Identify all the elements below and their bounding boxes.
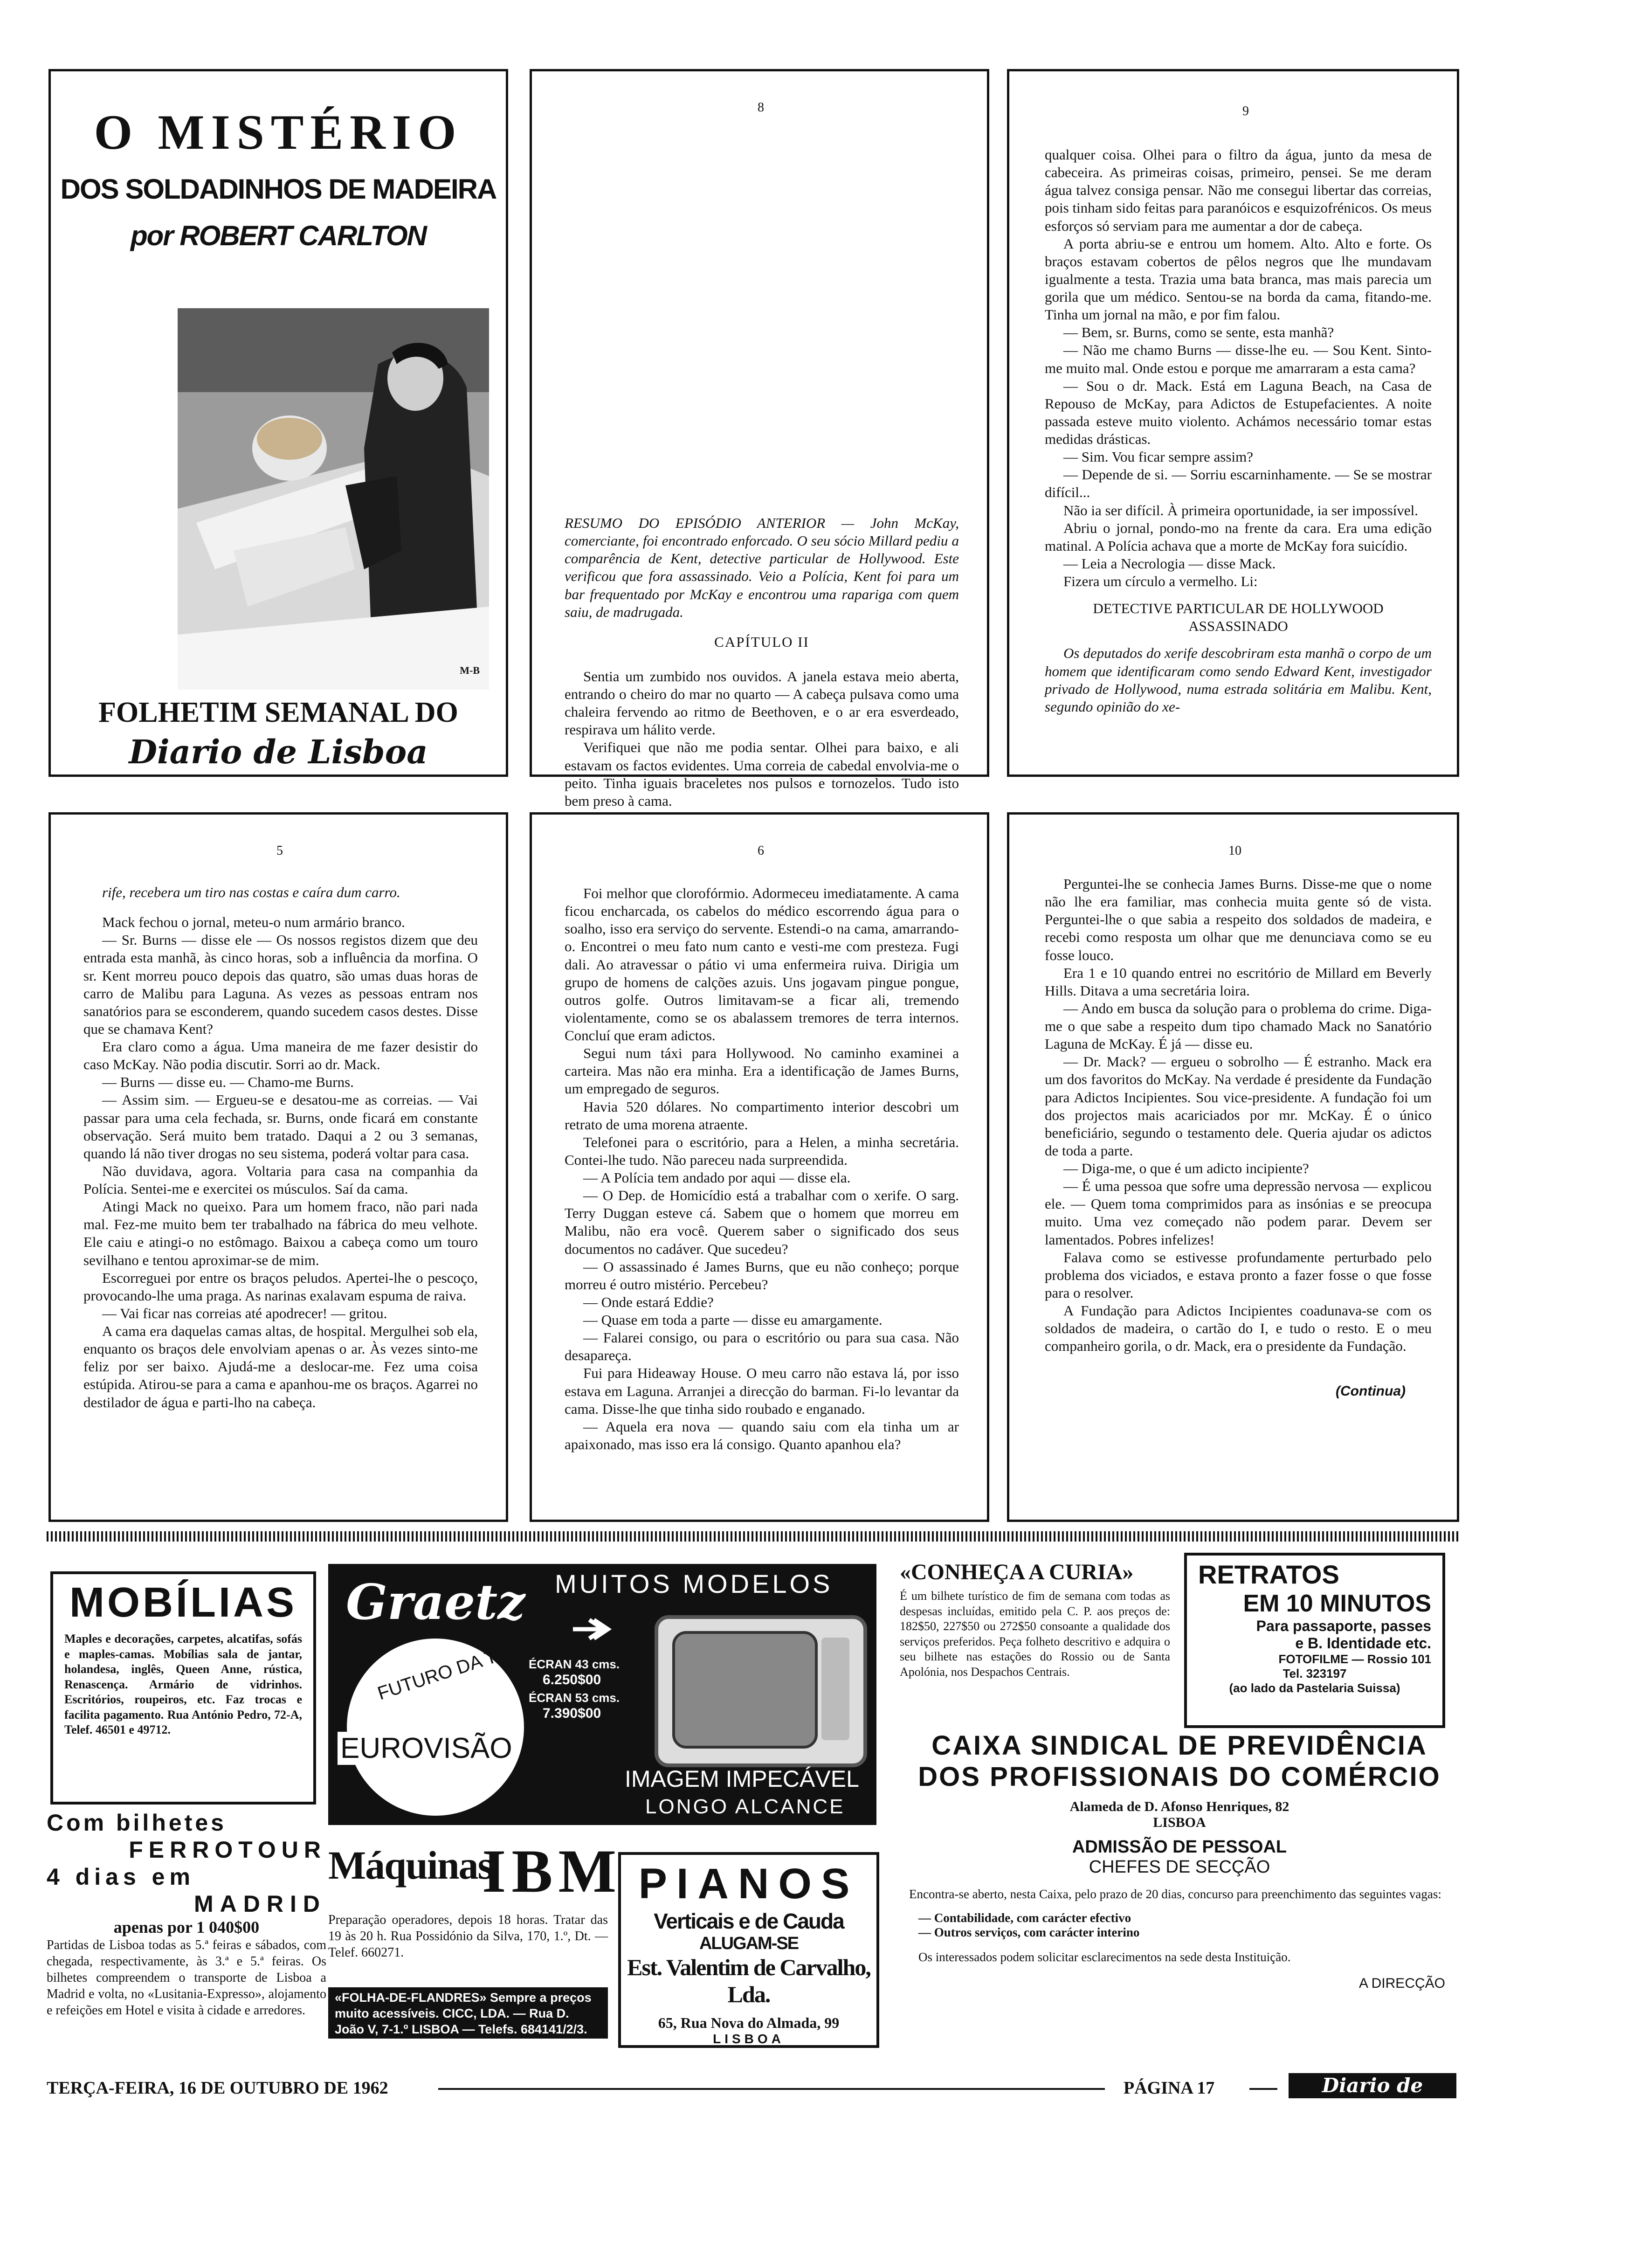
serial-title: O MISTÉRIO — [94, 105, 463, 159]
caixa-sub: CHEFES DE SECÇÃO — [1089, 1857, 1270, 1877]
page-number: 8 — [758, 100, 764, 115]
page-number: 5 — [276, 844, 283, 858]
caixa-item2: — Outros serviços, com carácter interino — [918, 1925, 1140, 1939]
ornamental-rule — [47, 1531, 1459, 1542]
caixa-text2: Os interessados podem solicitar esclarecimentos na sede desta Instituição. — [918, 1950, 1291, 1964]
graetz-future: FUTURO DA T.V. — [375, 1640, 517, 1704]
paragraph: Fui para Hideaway House. O meu carro não estava lá, por isso estava em Laguna. Arranjei a direcção do barman. Fi-lo levantar da cama. Disse-lhe que tinha sido roubado e enganado. — [565, 1365, 959, 1417]
caixa-heading: ADMISSÃO DE PESSOAL — [1072, 1837, 1287, 1857]
paragraph: — Falarei consigo, ou para o escritório ou para sua casa. Não desapareça. — [565, 1329, 959, 1364]
graetz-price1: 6.250$00 — [543, 1672, 601, 1687]
paragraph: — Sr. Burns — disse ele — Os nossos registos dizem que deu entrada esta manhã, às cinco horas, sob a influência da morfina. O sr. Kent morreu pouco depois das quatro, são umas duas horas de carro de Malibu para Laguna. As vezes as pessoas entram nos sanatórios para se esconderem, quando sucedem casos destes. Disse que se chamava Kent? — [83, 932, 478, 1037]
pianos-line5: LISBOA — [713, 2032, 785, 2046]
caixa-title1: CAIXA SINDICAL DE PREVIDÊNCIA — [931, 1730, 1427, 1761]
paragraph: Escorreguei por entre os braços peludos. Apertei-lhe o pescoço, provocando-lhe uma praga. As narinas exalavam espuma de raiva. — [83, 1269, 478, 1304]
pianos-title: PIANOS — [638, 1860, 859, 1908]
paragraph: Mack fechou o jornal, meteu-o num armário branco. — [102, 914, 405, 931]
paragraph: — Dr. Mack? — ergueu o sobrolho — É estranho. Mack era um dos favoritos do McKay. Na verdade é presidente da Fundação para Adictos Incipientes. Sou vice-presidente. A fundação foi um dos projectos mais acariciados por mr. McKay. É o único beneficiário, segundo o testamento dele. Queria ajudar os adictos de toda a parte. — [1045, 1053, 1432, 1159]
retratos-ad — [1184, 1553, 1445, 1728]
paragraph: Verifiquei que não me podia sentar. Olhei para baixo, e ali estavam os factos evidentes. Uma correia de cabedal envolvia-me o peito. Tinha iguais braceletes nos pulsos e tornozelos. Tudo isto bem preso à cama. — [565, 739, 959, 809]
pianos-line1: Verticais e de Cauda — [654, 1909, 844, 1933]
page-number: 6 — [758, 844, 764, 858]
pianos-ad — [618, 1852, 879, 2048]
graetz-logo: Graetz — [346, 1573, 525, 1631]
paragraph: A porta abriu-se e entrou um homem. Alto. Alto e forte. Os braços estavam cobertos de pêlos negros que lhe mundavam igualmente a testa. Trazia uma bata branca, mas mais parecia um gorila que um médico. Sentou-se na borda da cama, fitando-me. Tinha um jornal na mão, e por fim falou. — [1045, 235, 1432, 323]
paragraph: — Vai ficar nas correias até apodrecer! — gritou. — [102, 1305, 387, 1321]
pianos-line3: Est. Valentim de Carvalho, Lda. — [627, 1954, 870, 2007]
diario-masthead: Diario de Lisboa — [129, 733, 428, 771]
graetz-ecran1: ÉCRAN 43 cms. — [529, 1657, 620, 1671]
paragraph: — Onde estará Eddie? — [583, 1293, 714, 1310]
paragraph: Era 1 e 10 quando entrei no escritório de Millard em Beverly Hills. Ditava a uma secretária loira. — [1045, 964, 1432, 999]
page10-panel — [1007, 812, 1459, 1522]
mobilias-title: MOBÍLIAS — [69, 1579, 297, 1626]
ferrotour-line1: Com bilhetes — [47, 1810, 227, 1836]
ferrotour-line3: 4 dias em — [47, 1864, 195, 1890]
graetz-eurovision: EUROVISÃO — [338, 1732, 515, 1765]
graetz-quality: IMAGEM IMPECÁVEL — [625, 1766, 859, 1792]
continua-label: (Continua) — [1336, 1383, 1406, 1399]
caixa-address: Alameda de D. Afonso Henriques, 82 — [1069, 1799, 1289, 1814]
page10-text — [1045, 875, 1432, 1355]
footer-masthead: Diario de Lisboa — [1289, 2073, 1456, 2098]
serial-subtitle: DOS SOLDADINHOS DE MADEIRA — [60, 173, 496, 205]
curia-ad — [900, 1559, 1170, 1746]
caixa-title2: DOS PROFISSIONAIS DO COMÉRCIO — [918, 1762, 1441, 1792]
page9-panel — [1007, 69, 1459, 777]
retratos-line2: EM 10 MINUTOS — [1243, 1590, 1431, 1617]
paragraph: — Burns — disse eu. — Chamo-me Burns. — [102, 1074, 354, 1091]
retratos-line4: e B. Identidade etc. — [1295, 1635, 1431, 1652]
page6-panel — [530, 812, 989, 1522]
ibm-ad — [328, 1837, 622, 2010]
paragraph: Não ia ser difícil. À primeira oportunidade, ia ser impossível. — [1063, 502, 1419, 519]
ferrotour-text: Partidas de Lisboa todas as 5.ª feiras e sábados, com chegada, respectivamente, às 3.ª e 5.ª feiras. Os bilhetes compreendem o transporte de Lisboa a Madrid e volta, no «Lusitania-Expresso», alojamento e refeições em Hotel e visita à cidade e arredores. — [47, 1938, 326, 2018]
paragraph: Perguntei-lhe se conhecia James Burns. Disse-me que o nome não lhe era familiar, mas conhecia muita gente só de vista. Perguntei-lhe o que sabia a respeito dos soldados de madeira, e recebi como resposta um olhar que me denunciava como se eu fosse louco. — [1045, 876, 1432, 963]
caixa-text: Encontra-se aberto, nesta Caixa, pelo prazo de 20 dias, concurso para preenchimento das seguintes vagas: — [909, 1887, 1441, 1901]
graetz-ecran2: ÉCRAN 53 cms. — [529, 1691, 620, 1705]
caixa-item1: — Contabilidade, com carácter efectivo — [918, 1910, 1131, 1925]
page-number: 9 — [1242, 104, 1249, 118]
paragraph: Segui num táxi para Hollywood. No caminho examinei a carteira. Mas não era minha. Era a identificação de James Burns, um empregado de seguros. — [565, 1045, 959, 1097]
paragraph: A Fundação para Adictos Incipientes coadunava-se com os soldados de madeira, o cartão do I, e tudo o resto. E o meu companheiro gorila, o dr. Mack, era o presidente da Fundação. — [1045, 1302, 1432, 1355]
footer-page: PÁGINA 17 — [1124, 2078, 1215, 2098]
paragraph: — Ando em busca da solução para o problema do crime. Diga-me o que sabe a respeito dum tipo chamado Mack no Sanatório Laguna de McKay. É já — disse eu. — [1045, 1000, 1432, 1052]
paragraph: — Assim sim. — Ergueu-se e desatou-me as correias. — Vai passar para uma cela fechada, sr. Burns, onde ficará em constante observação. Será muito bem tratado. Daqui a 2 ou 3 semanas, quando lá não tiver drogas no seu sistema, poderá voltar para casa. — [83, 1092, 478, 1162]
paragraph: — A Polícia tem andado por aqui — disse ela. — [583, 1169, 851, 1186]
cover-panel — [48, 69, 508, 777]
mobilias-text: Maples e decorações, carpetes, alcatifas, sofás e maples-camas. Mobílias sala de jantar, holandesa, inglês, Queen Anne, rústica, Renascença. Armário de vidrinhos. Escritórios, roupeiros, etc. Faz trocas e facilita pagamento. Rua António Pedro, 72-A, Telef. 46501 e 49712. — [64, 1632, 302, 1736]
paragraph: Foi melhor que clorofórmio. Adormeceu imediatamente. A cama ficou encharcada, os cabelos do médico escorrendo água para o soalho, isso era serviço do servente. Estendi-o na cama, amarrando-o. Encontrei o meu fato num canto e vesti-me com presteza. Fugi dali. Ao atravessar o pátio vi uma enfermeira ruiva. Dirigia um grupo de homens de calções azuis. Uns jogavam pingue pongue, outros golfe. Outros limitavam-se a ficar ali, tremendo violentamente, como se os abalassem tremores de terra internos. Concluí que eram adictos. — [565, 885, 959, 1044]
caixa-city: LISBOA — [1153, 1815, 1206, 1830]
mobilias-ad — [50, 1571, 316, 1805]
folha-text: «FOLHA-DE-FLANDRES» Sempre a preços muito acessíveis. CICC, LDA. — Rua D. João V, 7-1.º LISBOA — Telefs. 684141/2/3. — [335, 1991, 592, 2036]
ibm-text: Preparação operadores, depois 18 horas. Tratar das 19 às 20 h. Rua Possidónio da Silva, 170, 1.º, Dt. — Telef. 660271. — [328, 1913, 608, 1960]
tv-controls — [821, 1638, 849, 1740]
paragraph: Telefonei para o escritório, para a Helen, a minha secretária. Contei-lhe tudo. Não pareceu nada surpreendida. — [565, 1134, 959, 1168]
paragraph: — Depende de si. — Sorriu escarninhamente. — Se se mostrar difícil... — [1045, 466, 1432, 501]
graetz-ad — [328, 1564, 876, 1825]
page-number: 10 — [1228, 844, 1241, 858]
retratos-line1: RETRATOS — [1198, 1560, 1339, 1589]
paragraph: — Diga-me, o que é um adicto incipiente? — [1063, 1160, 1309, 1176]
paragraph: — Leia a Necrologia — disse Mack. — [1063, 555, 1276, 572]
paragraph: — O assassinado é James Burns, que eu não conheço; porque morreu é outro mistério. Percebeu? — [565, 1258, 959, 1293]
ferrotour-brand: FERROTOUR — [129, 1837, 326, 1863]
folhetim-line: FOLHETIM SEMANAL DO — [98, 697, 458, 728]
paragraph: A cama era daquelas camas altas, de hospital. Mergulhei sob ela, enquanto os braços dele envolviam apenas o ar. Às vezes sinto-me feliz por ser baixo. Ajudá-me a deslocar-me. Fez uma coisa estúpida. Atirou-se para a cama e apanhou-me os braços. Agarrei no destilador de água e parti-lho na cabeça. — [83, 1323, 478, 1411]
ibm-maquinas: Máquinas — [328, 1843, 493, 1888]
tv-set — [655, 1615, 867, 1767]
paragraph: Sentia um zumbido nos ouvidos. A janela estava meio aberta, entrando o cheiro do mar no quarto — A cabeça pulsava como uma chaleira fervendo ao ritmo de Beethoven, e o ar era esverdeado, respirava um hálito verde. — [565, 668, 959, 738]
footer-rule — [438, 2088, 1105, 2090]
retratos-line6: Tel. 323197 — [1282, 1666, 1347, 1680]
illustration-signature: M-B — [460, 664, 480, 676]
retratos-line7: (ao lado da Pastelaria Suissa) — [1229, 1681, 1400, 1695]
tv-screen — [672, 1631, 818, 1749]
pianos-line4: 65, Rua Nova do Almada, 99 — [658, 2014, 840, 2031]
paragraph: qualquer coisa. Olhei para o filtro da água, junto da mesa de cabeceira. As primeiras coisas, primeiro, pensei. Se me deram água talvez consiga pensar. Não me consegui libertar das correias, pois tinham sido feitas para paranóicos e esquizofrénicos. Os meus esforços só serviam para me aumentar a dor de cabeça. — [1045, 146, 1432, 234]
news-continuation: rife, recebera um tiro nas costas e caíra dum carro. — [102, 884, 400, 900]
paragraph: — O Dep. de Homicídio está a trabalhar com o xerife. O sarg. Terry Duggan esteve cá. Sabem que o homem que morreu em Malibu, não era você. Querem saber o significado dos seus documentos no cadáver. Que sucedeu? — [565, 1187, 959, 1257]
caixa-sign: A DIRECÇÃO — [1358, 1975, 1445, 1991]
graetz-range: LONGO ALCANCE — [645, 1795, 845, 1818]
paragraph: — É uma pessoa que sofre uma depressão nervosa — explicou ele. — Quem toma comprimidos para as insónias e se preocupa muito. Uma vez começado não podem parar. Devem ser lamentados. Pobres infelizes! — [1045, 1178, 1432, 1248]
paragraph: Não duvidava, agora. Voltaria para casa na companhia da Polícia. Sentei-me e exercitei os músculos. Saí da cama. — [83, 1162, 478, 1197]
news-text: Os deputados do xerife descobriram esta manhã o corpo de um homem que identificaram como sendo Edward Kent, investigador privado de Hollywood, numa estrada solitária em Malibu. Kent, segundo opinião do xe- — [1045, 645, 1432, 715]
footer-rule-right — [1249, 2088, 1277, 2090]
paragraph: — Sou o dr. Mack. Está em Laguna Beach, na Casa de Repouso de McKay, para Adictos de Estupefacientes. A noite passada esteve muito violento. Achámos necessário tomar estas medidas drásticas. — [1045, 377, 1432, 447]
folha-ad — [328, 1987, 608, 2039]
graetz-headline: MUITOS MODELOS — [555, 1569, 833, 1598]
ferrotour-city: MADRID — [194, 1891, 326, 1917]
paragraph: — Quase em toda a parte — disse eu amargamente. — [583, 1312, 883, 1328]
paragraph: — Aquela era nova — quando saiu com ela tinha um ar apaixonado, mas isso era lá consigo. Quanto apanhou ela? — [565, 1418, 959, 1452]
paragraph: Fizera um círculo a vermelho. Li: — [1063, 573, 1258, 589]
news-headline: DETECTIVE PARTICULAR DE HOLLYWOOD ASSASSINADO — [1093, 600, 1384, 635]
ibm-logo: IBM — [482, 1837, 622, 1905]
episode-summary: RESUMO DO EPISÓDIO ANTERIOR — John McKay, comerciante, foi encontrado enforcado. O seu sócio Millard pediu a comparência de Kent, detective particular de Hollywood. Este verificou que fora assassinado. Veio a Polícia, Kent foi para um bar frequentado por McKay e encontrou uma rapariga com quem saiu, de madrugada. — [565, 515, 959, 620]
paragraph: Falava como se estivesse profundamente perturbado pelo problema dos viciados, e estava pronto a fazer fosse o que fosse para o resolver. — [1045, 1249, 1432, 1301]
paragraph: Abriu o jornal, pondo-mo na frente da cara. Era uma edição matinal. A Polícia achava que a morte de McKay fora suicídio. — [1045, 519, 1432, 554]
paragraph: — Sim. Vou ficar sempre assim? — [1063, 449, 1253, 465]
caixa-ad — [900, 1730, 1459, 2056]
page5-panel — [48, 812, 508, 1522]
ferrotour-price: apenas por 1 040$00 — [113, 1918, 260, 1936]
paragraph: Era claro como a água. Uma maneira de me fazer desistir do caso McKay. Não podia discutir. Sorri ao dr. Mack. — [83, 1038, 478, 1073]
graetz-price2: 7.390$00 — [543, 1706, 601, 1721]
cover-illustration — [178, 308, 489, 690]
serial-author: por ROBERT CARLTON — [131, 220, 426, 251]
pianos-line2: ALUGAM-SE — [699, 1934, 799, 1953]
page6-text — [565, 885, 959, 1453]
ferrotour-ad — [47, 1809, 326, 2061]
page9-text — [1045, 146, 1432, 716]
retratos-line3: Para passaporte, passes — [1256, 1618, 1431, 1634]
footer-date: TERÇA-FEIRA, 16 DE OUTUBRO DE 1962 — [47, 2078, 388, 2098]
curia-title: «CONHEÇA A CURIA» — [900, 1560, 1134, 1584]
paragraph: — Bem, sr. Burns, como se sente, esta manhã? — [1063, 324, 1334, 341]
chapter-heading: CAPÍTULO II — [714, 633, 809, 650]
curia-text: É um bilhete turístico de fim de semana com todas as despesas incluídas, emitido pela C. P. aos preços de: 182$50, 227$50 ou 272$50 consoante a qualidade dos serviços preferidos. Peça folheto descritivo e adquira o seu bilhete nas estações do Rossio ou de Santa Apolónia, nos Despachos Centrais. — [900, 1589, 1170, 1679]
page5-text — [83, 884, 478, 1411]
arrow-icon — [571, 1615, 622, 1643]
paragraph: — Não me chamo Burns — disse-lhe eu. — Sou Kent. Sinto-me muito mal. Onde estou e porque me amarraram a esta cama? — [1045, 342, 1432, 376]
retratos-line5: FOTOFILME — Rossio 101 — [1278, 1652, 1431, 1666]
paragraph: Havia 520 dólares. No compartimento interior descobri um retrato de uma morena atraente. — [565, 1098, 959, 1133]
page8-text — [565, 514, 959, 828]
page8-panel — [530, 69, 989, 809]
paragraph: Atingi Mack no queixo. Para um homem fraco, não pari nada mal. Fez-me muito bem ter trabalhado na fábrica do meu velhote. Ele caiu e atingi-o no estômago. Baixou a cabeça como um touro sevilhano e tentou aproximar-se de mim. — [83, 1198, 478, 1268]
illustration-graphic — [178, 308, 489, 690]
